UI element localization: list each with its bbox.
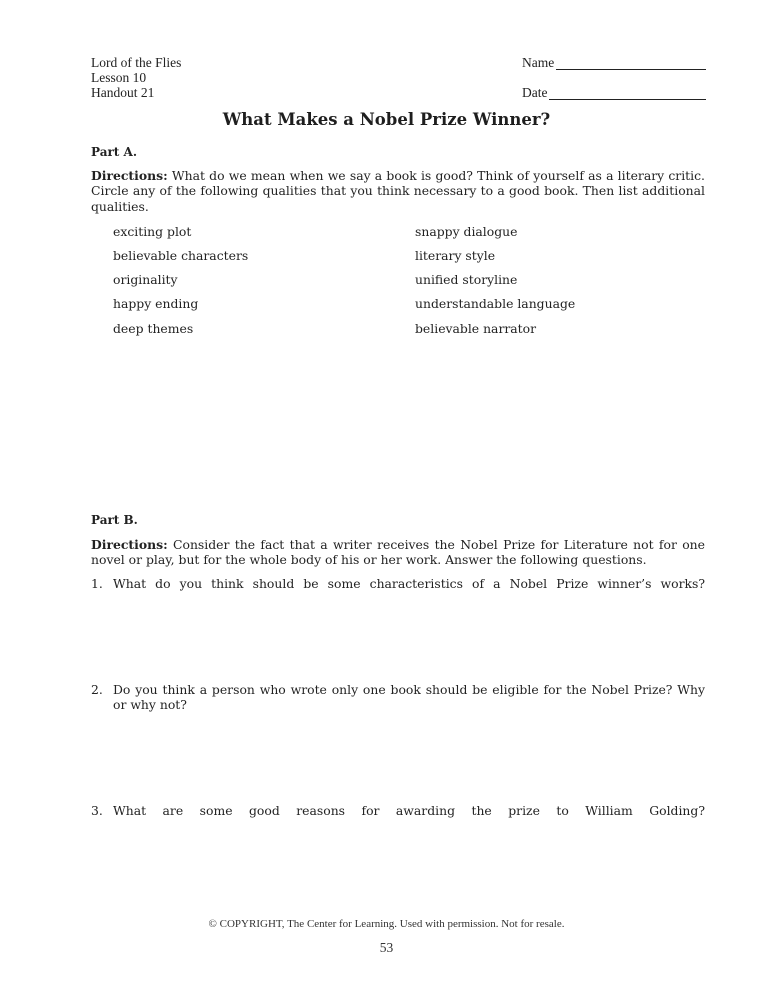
question-2 bbox=[91, 682, 705, 713]
date-blank[interactable] bbox=[549, 88, 706, 100]
part-b-directions bbox=[91, 537, 705, 568]
quality-item: believable narrator bbox=[415, 321, 537, 336]
quality-item: snappy dialogue bbox=[415, 224, 518, 239]
quality-item: literary style bbox=[415, 248, 496, 263]
lesson-label: Lesson 10 bbox=[91, 70, 147, 85]
quality-item: believable characters bbox=[113, 248, 249, 263]
question-number: 1. bbox=[91, 576, 103, 591]
question-text: What do you think should be some characteristics of a Nobel Prize winner’s works? bbox=[113, 576, 705, 591]
question-1 bbox=[91, 576, 705, 591]
page-title: What Makes a Nobel Prize Winner? bbox=[222, 110, 551, 129]
question-text: Do you think a person who wrote only one book should be eligible for the Nobel Prize? Why or why not? bbox=[113, 682, 705, 713]
page-number: 53 bbox=[379, 940, 394, 955]
question-number: 3. bbox=[91, 803, 103, 818]
part-a-directions-label: Directions: bbox=[91, 168, 168, 183]
part-b-directions-label: Directions: bbox=[91, 537, 168, 552]
part-a-directions-text: What do we mean when we say a book is good? Think of yourself as a literary critic. Circle any of the following qualities that you think necessary to a good book. Then list additional qualities. bbox=[91, 168, 705, 214]
date-field[interactable] bbox=[522, 85, 706, 100]
copyright-notice: © COPYRIGHT, The Center for Learning. Used with permission. Not for resale. bbox=[208, 918, 565, 930]
quality-item: understandable language bbox=[415, 296, 576, 311]
part-b-heading: Part B. bbox=[91, 513, 138, 527]
quality-item: deep themes bbox=[113, 321, 194, 336]
question-number: 2. bbox=[91, 682, 103, 697]
quality-item: happy ending bbox=[113, 296, 199, 311]
quality-item: originality bbox=[113, 272, 178, 287]
part-b-directions-text: Consider the fact that a writer receives the Nobel Prize for Literature not for one novel or play, but for the whole body of his or her work. Answer the following questions. bbox=[91, 537, 705, 568]
quality-item: exciting plot bbox=[113, 224, 192, 239]
handout-label: Handout 21 bbox=[91, 85, 155, 100]
quality-item: unified storyline bbox=[415, 272, 518, 287]
name-label: Name bbox=[522, 55, 555, 70]
part-a-heading: Part A. bbox=[91, 145, 138, 159]
handout-info bbox=[91, 55, 181, 100]
name-field[interactable] bbox=[522, 55, 706, 70]
name-blank[interactable] bbox=[556, 58, 706, 70]
question-3 bbox=[91, 803, 705, 818]
question-text: What are some good reasons for awarding the prize to William Golding? bbox=[113, 803, 705, 818]
student-fields bbox=[522, 55, 706, 100]
book-title: Lord of the Flies bbox=[91, 55, 182, 70]
date-label: Date bbox=[522, 85, 548, 100]
part-a-directions bbox=[91, 168, 705, 214]
